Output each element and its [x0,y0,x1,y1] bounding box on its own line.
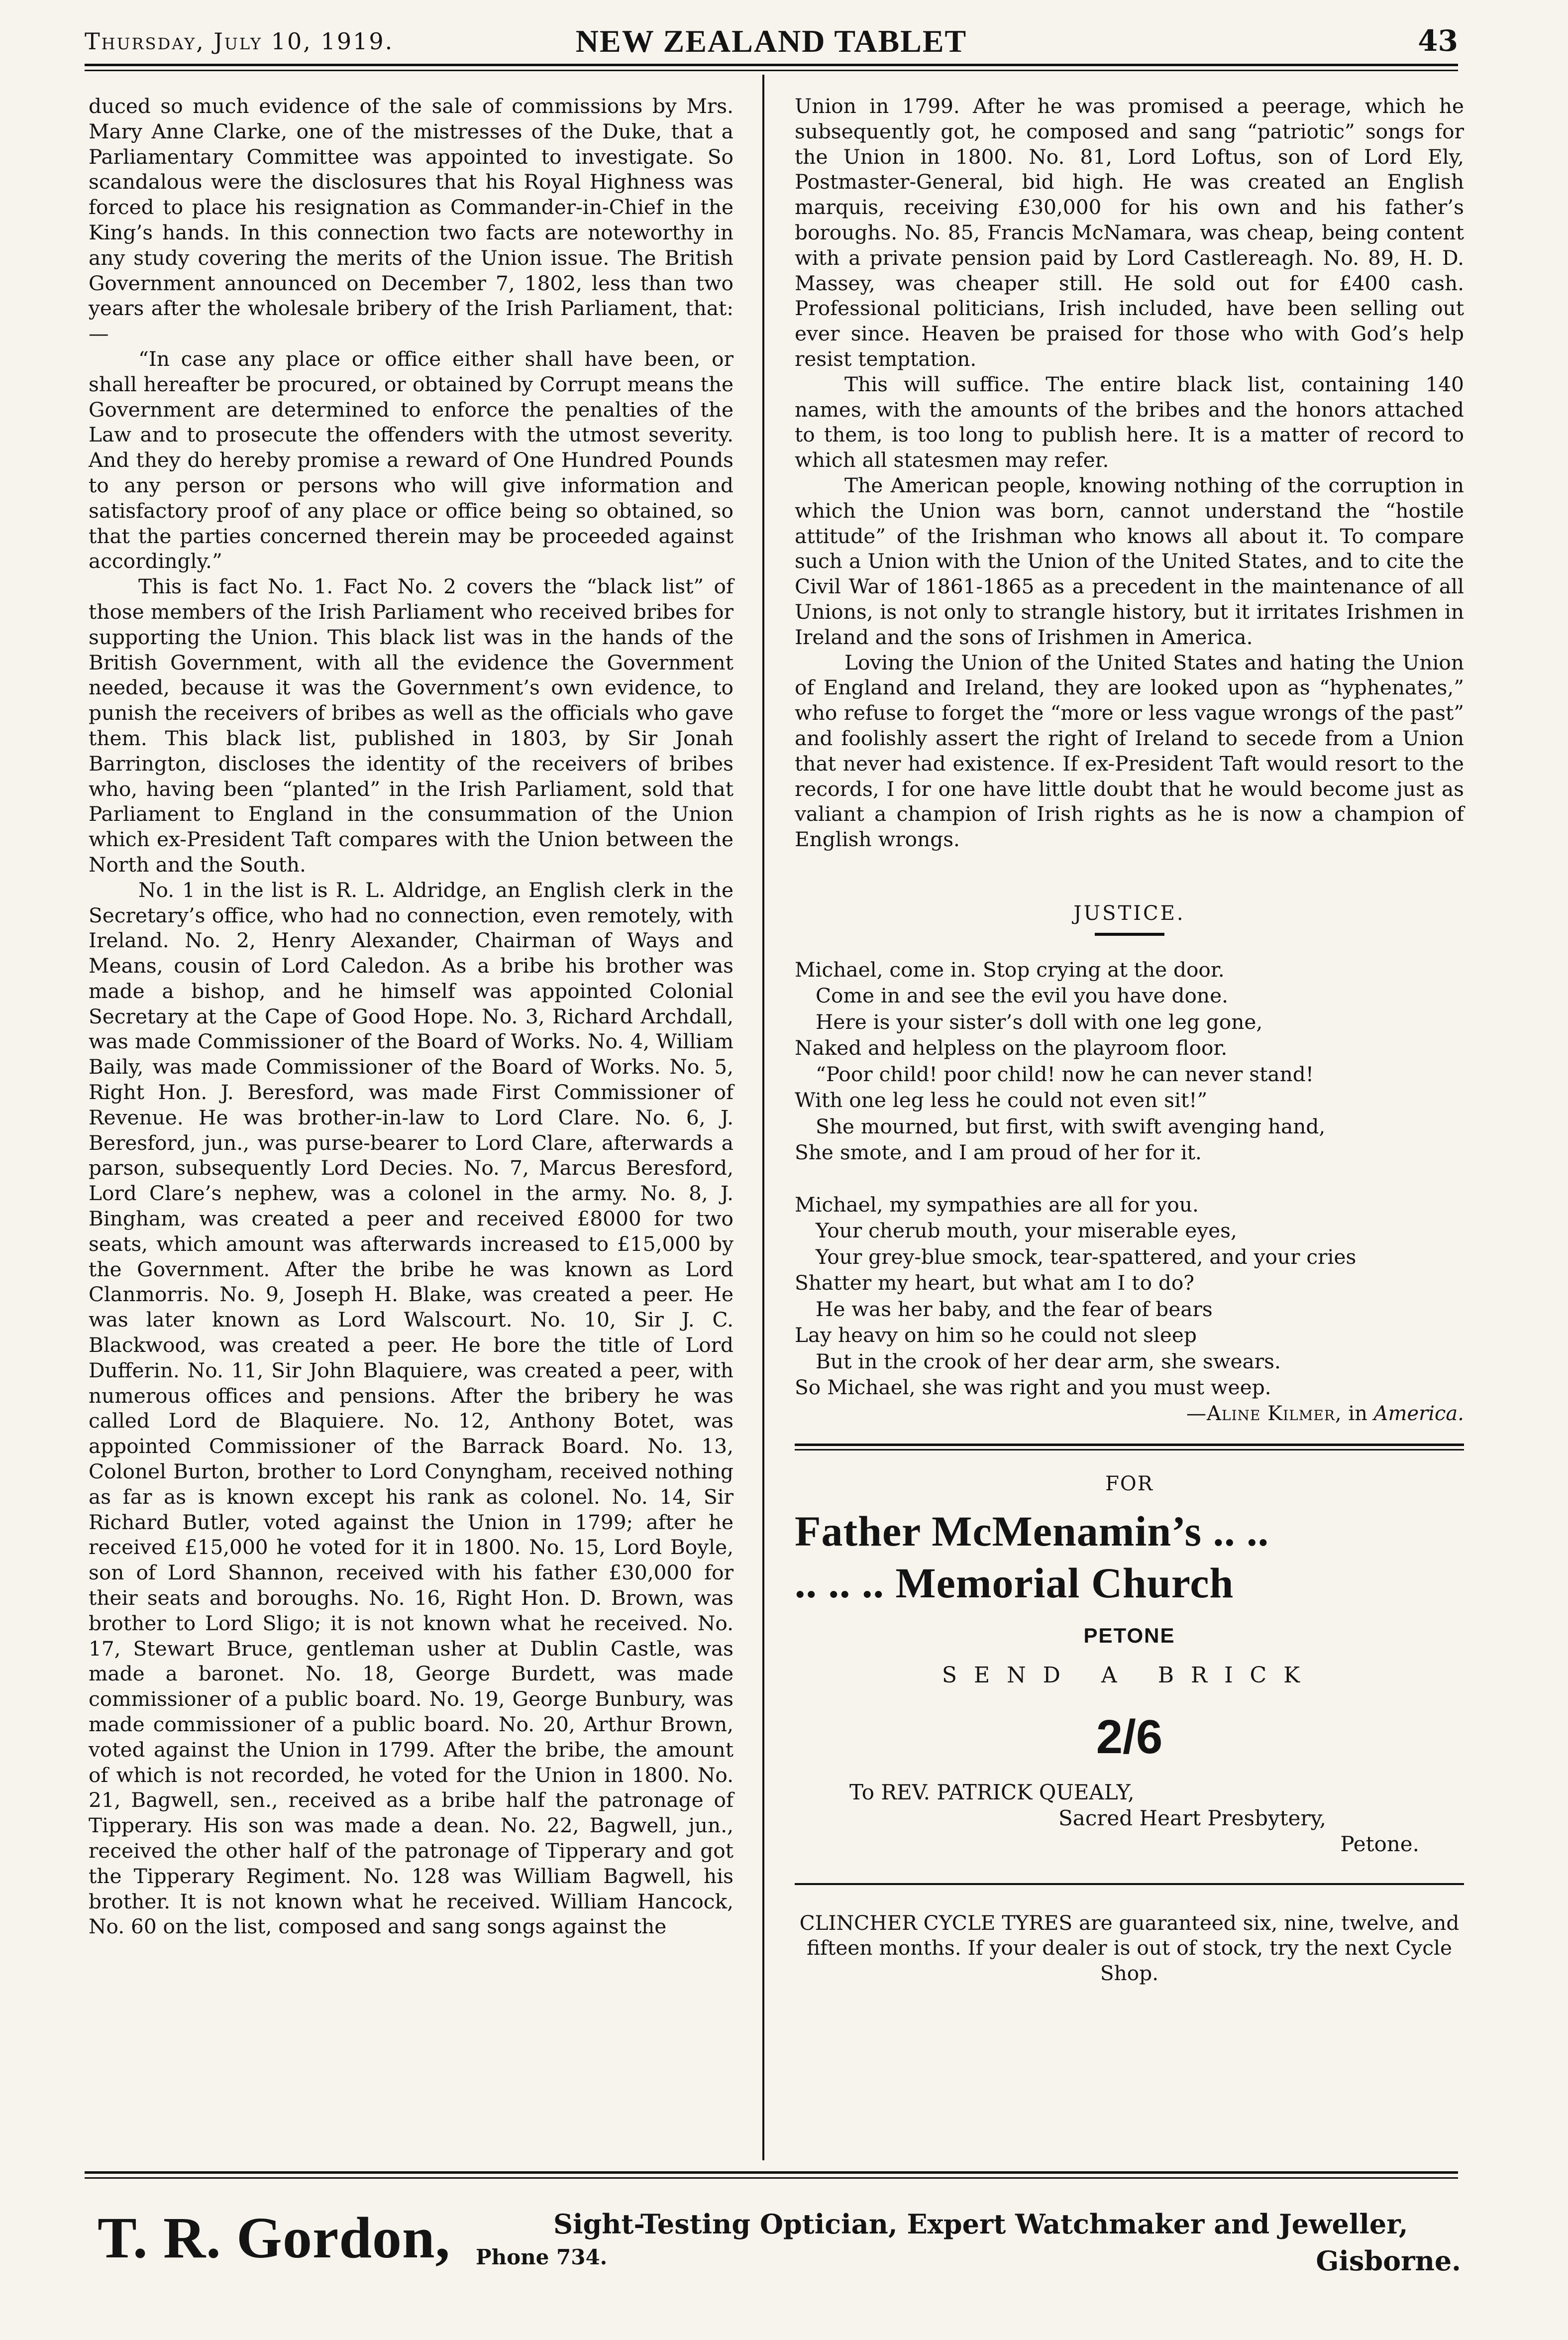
poem-line: She smote, and I am proud of her for it. [795,1140,1202,1165]
gordon-ad [98,2206,1461,2276]
article-paragraph: This will suffice. The entire black list, containing 140 names, with the amounts of the bribes and the honors attached to them, is too long to publish here. It is a matter of record to which all statesmen may refer. [795,372,1464,472]
poem-line: Michael, my sympathies are all for you. [795,1192,1199,1217]
ad-recipient: To REV. PATRICK QUEALY, [849,1780,1135,1804]
masthead [85,23,1458,58]
poem-stanza [795,957,1464,1166]
poem-line: He was her baby, and the fear of bears [816,1297,1213,1321]
article-paragraph: Loving the Union of the United States and hating the Union of England and Ireland, they are looked upon as “hyphenates,” who refuse to forget the “more or less vague wrongs of the past” and foolishly assert the right of Ireland to secede from a Union that never had existence. If ex-President Taft would resort to the records, I for one have little doubt that he would become just as valiant a champion of Irish rights as he is now a champion of English wrongs. [795,650,1464,852]
ad-headline-2: .. .. .. Memorial Church [795,1559,1234,1607]
left-column [89,94,733,1939]
church-ad [795,1450,1464,1857]
ad-for: FOR [1105,1472,1153,1495]
poem-line: Naked and helpless on the playroom floor. [795,1036,1228,1060]
right-column [795,94,1464,2006]
column-divider [762,75,764,2160]
article-paragraph: duced so much evidence of the sale of commissions by Mrs. Mary Anne Clarke, one of the mistresses of the Duke, that a Parliamentary Committee was appointed to investigate. So scandalous were the disclosures that his Royal Highness was forced to place his resignation as Commander-in-Chief in the King’s hands. In this connection two facts are noteworthy in any study covering the merits of the Union issue. The British Government announced on December 7, 1802, less than two years after the wholesale bribery of the Irish Parliament, that:— [89,94,733,346]
advertiser-name: T. R. Gordon, [98,2205,451,2270]
masthead-rule-thin [85,70,1458,71]
advertiser-town: Gisborne. [1316,2245,1461,2277]
poem-line: Your grey-blue smock, tear-spattered, and your cries [816,1244,1357,1269]
ad-price: 2/6 [1096,1710,1163,1764]
article-paragraph: “In case any place or office either shall have been, or shall hereafter be procured, or obtained by Corrupt means the Government are determined to enforce the penalties of the Law and to prosecute the offenders with the utmost severity. And they do hereby promise a reward of One Hundred Pounds to any person or persons who will give information and satisfactory proof of any place or office being so obtained, so that the parties concerned therein may be proceeded against accordingly.” [89,346,733,573]
attribution-in: in [1348,1402,1367,1425]
advertiser-phone: Phone 734. [476,2245,608,2269]
poem-title: JUSTICE. [1073,901,1185,925]
article-paragraph: Union in 1799. After he was promised a peerage, which he subsequently got, he composed and sang “patriotic” songs for the Union in 1800. No. 81, Lord Loftus, son of Lord Ely, Postmaster-General, bid high. He was created an English marquis, receiving £30,000 for his own and his father’s boroughs. No. 85, Francis McNamara, was cheap, being content with a private pension paid by Lord Castlereagh. No. 89, H. D. Massey, was cheaper still. He sold out for £400 cash. Professional politicians, Irish included, have been selling out ever since. Heaven be praised for those who with God’s help resist temptation. [795,94,1464,371]
article-paragraph: No. 1 in the list is R. L. Aldridge, an English clerk in the Secretary’s office, who had no connection, even remotely, with Ireland. No. 2, Henry Alexander, Chairman of Ways and Means, cousin of Lord Caledon. As a bribe his brother was made a bishop, and he himself was appointed Colonial Secretary at the Cape of Good Hope. No. 3, Richard Archdall, was made Commissioner of the Board of Works. No. 4, William Baily, was made Commissioner of the Board of Works. No. 5, Right Hon. J. Beresford, was made First Commissioner of Revenue. He was brother-in-law to Lord Clare. No. 6, J. Beresford, jun., was purse-bearer to Lord Clare, afterwards a parson, subsequently Lord Decies. No. 7, Marcus Beresford, Lord Clare’s nephew, was a colonel in the army. No. 8, J. Bingham, was created a peer and received £8000 for two seats, which amount was afterwards increased to £15,000 by the Government. After the bribe he was known as Lord Clanmorris. No. 9, Joseph H. Blake, was created a peer. He was later known as Lord Walscourt. No. 10, Sir J. C. Blackwood, was created a peer. He bore the title of Lord Dufferin. No. 11, Sir John Blaquiere, was created a peer, with numerous offices and pensions. After the bribery he was called Lord de Blaquiere. No. 12, Anthony Botet, was appointed Commissioner of the Barrack Board. No. 13, Colonel Burton, brother to Lord Conyngham, received nothing as far as is known except his rank as colonel. No. 14, Sir Richard Butler, voted against the Union in 1799; after he received £15,000 he voted for it in 1800. No. 15, Lord Boyle, son of Lord Shannon, received with his father £30,000 for their seats and boroughs. No. 16, Right Hon. D. Brown, was brother to Lord Sligo; it is not known what he received. No. 17, Stewart Bruce, gentleman usher at Dublin Castle, was made a baronet. No. 18, George Burdett, was made commissioner of a public board. No. 19, George Bunbury, was made commissioner of a public board. No. 20, Arthur Brown, voted against the Union in 1799. After the bribe, the amount of which is not recorded, he voted for the Union in 1800. No. 21, Bagwell, sen., received as a bribe half the patronage of Tipperary. His son was made a dean. No. 22, Bagwell, jun., received the other half of the patronage of Tipperary and got the Tipperary Regiment. No. 128 was William Bagwell, his brother. It is not known what he received. William Hancock, No. 60 on the list, composed and sang songs against the [89,878,733,1939]
poem-line: With one leg less he could not even sit!” [795,1088,1208,1113]
poem-stanza [795,1192,1464,1401]
poem-line: She mourned, but first, with swift avenging hand, [816,1114,1326,1138]
masthead-rule [85,64,1458,66]
ad-address: Sacred Heart Presbytery, [1058,1805,1327,1830]
ad-place: PETONE [1083,1623,1175,1647]
article-paragraph: The American people, knowing nothing of the corruption in which the Union was born, cannot understand the “hostile attitude” of the Irishman who knows all about it. To compare such a Union with the Union of the United States, and to cite the Civil War of 1861-1865 as a precedent in the maintenance of all Unions, is not only to strangle history, but it irritates Irishmen in Ireland and the sons of Irishmen in America. [795,473,1464,649]
poem-line: Your cherub mouth, your miserable eyes, [816,1219,1237,1243]
poem-line: Michael, come in. Stop crying at the door. [795,957,1225,982]
footer-rule-thin [85,2177,1458,2179]
ad-call: SEND A BRICK [941,1662,1317,1688]
poem-line: “Poor child! poor child! now he can never stand! [816,1062,1314,1086]
clincher-ad: CLINCHER CYCLE TYRES are guaranteed six, nine, twelve, and fifteen months. If your dealer is out of stock, try the next Cycle Shop. [799,1910,1460,1986]
attribution-author: —Aline Kilmer, [1186,1402,1342,1425]
newspaper-title: NEW ZEALAND TABLET [575,23,967,59]
issue-date: Thursday, July 10, 1919. [85,28,394,55]
ad-town: Petone. [1340,1831,1419,1856]
poem [795,902,1464,1427]
poem-line: Lay heavy on him so he could not sleep [795,1323,1197,1347]
poem-line: But in the crook of her dear arm, she swears. [816,1349,1281,1373]
poem-line: So Michael, she was right and you must weep. [795,1375,1271,1400]
poem-attribution [795,1401,1464,1427]
footer-rule [85,2171,1458,2174]
article-paragraph: This is fact No. 1. Fact No. 2 covers the “black list” of those members of the Irish Parliament who received bribes for supporting the Union. This black list was in the hands of the British Government, with all the evidence the Government needed, because it was the Government’s own evidence, to punish the receivers of bribes as well as the officials who gave them. This black list, published in 1803, by Sir Jonah Barrington, discloses the identity of the receivers of bribes who, having been “planted” in the Irish Parliament, sold that Parliament to England in the consummation of the Union which ex-President Taft compares with the Union between the North and the South. [89,574,733,877]
poem-line: Here is your sister’s doll with one leg gone, [816,1009,1263,1034]
poem-line: Shatter my heart, but what am I to do? [795,1271,1195,1295]
poem-line: Come in and see the evil you have done. [816,984,1228,1008]
advertiser-description: Sight-Testing Optician, Expert Watchmaker and Jeweller, [553,2208,1408,2240]
ad-headline-1: Father McMenamin’s .. .. [795,1507,1269,1555]
page-number: 43 [1418,24,1458,58]
attribution-source: America. [1373,1402,1464,1425]
